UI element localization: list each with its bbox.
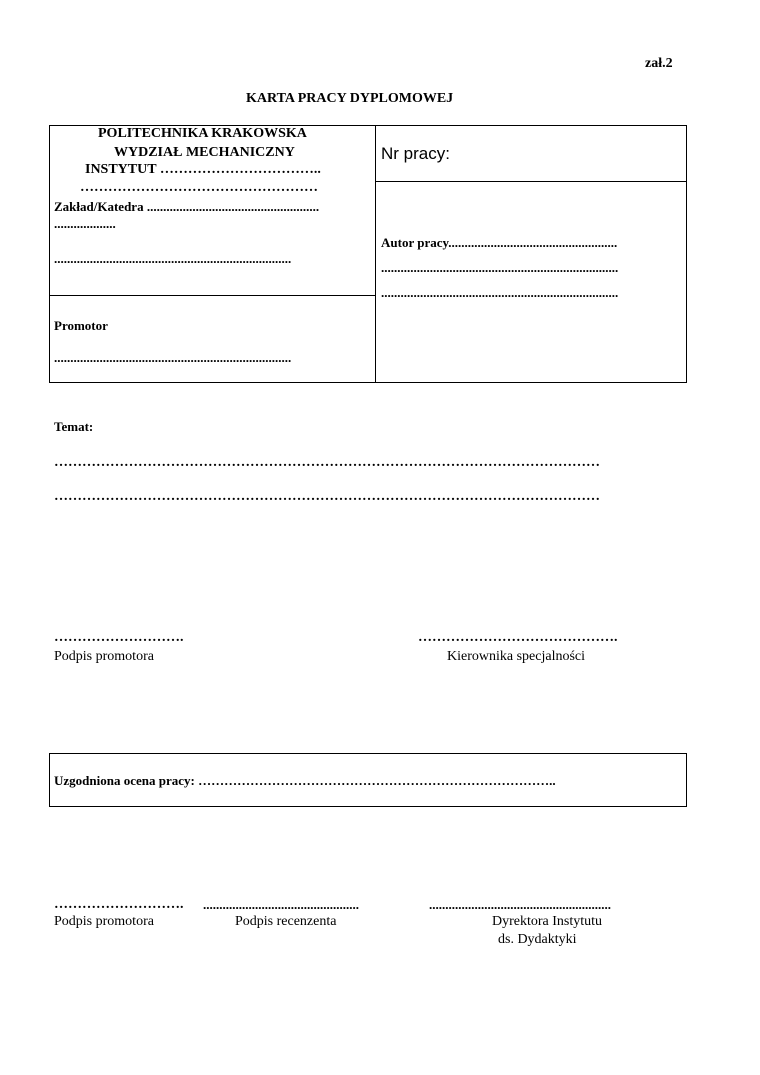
promoter-final-signature-line[interactable]: ……………………….: [54, 897, 184, 912]
specialization-head-signature-line[interactable]: …………………………………….: [418, 630, 618, 645]
agreed-grade-row: [54, 773, 556, 789]
director-signature-caption-line1: Dyrektora Instytutu: [492, 914, 603, 929]
department-label: Zakład/Katedra: [54, 199, 144, 214]
director-signature-line[interactable]: ........................................................: [429, 897, 611, 912]
table-divider-left: [49, 295, 376, 296]
institute-field[interactable]: ……………………………..: [159, 162, 321, 177]
department-field[interactable]: .....................................................: [146, 199, 320, 214]
reviewer-signature-line[interactable]: ................................................: [203, 897, 359, 912]
promoter-label: Promotor: [54, 318, 108, 333]
promoter-signature-caption: Podpis promotora: [54, 649, 154, 664]
author-label: Autor pracy: [381, 235, 449, 250]
attachment-label: zał.2: [645, 56, 673, 71]
author-field-line2[interactable]: .........................................................................: [381, 260, 619, 275]
institute-field-line2[interactable]: ……………………………………………: [80, 180, 318, 195]
department-field-line2[interactable]: ...................: [54, 216, 116, 231]
institute-row: [85, 162, 321, 178]
reviewer-signature-caption: Podpis recenzenta: [235, 914, 337, 929]
department-row: [54, 199, 319, 215]
agreed-grade-field[interactable]: ………………………………………………………………………..: [198, 773, 556, 788]
table-divider-vertical: [375, 125, 376, 383]
agreed-grade-label: Uzgodniona ocena pracy:: [54, 773, 195, 788]
promoter-field[interactable]: .........................................................................: [54, 350, 292, 365]
department-field-line3[interactable]: .........................................................................: [54, 251, 292, 266]
promoter-final-signature-caption: Podpis promotora: [54, 914, 154, 929]
promoter-signature-line[interactable]: ……………………….: [54, 630, 184, 645]
author-field-line3[interactable]: .........................................................................: [381, 285, 619, 300]
work-number-label: Nr pracy:: [381, 144, 450, 163]
specialization-head-signature-caption: Kierownika specjalności: [447, 649, 586, 664]
director-signature-caption-line2: ds. Dydaktyki: [498, 932, 577, 947]
university-name: POLITECHNIKA KRAKOWSKA: [98, 126, 307, 141]
topic-label: Temat:: [54, 419, 94, 434]
topic-field-line2[interactable]: ………………………………………………………………………………………………………: [54, 489, 600, 504]
faculty-name: WYDZIAŁ MECHANICZNY: [114, 145, 295, 160]
institute-label: INSTYTUT: [85, 162, 157, 177]
author-row: [381, 235, 617, 251]
topic-field-line1[interactable]: ………………………………………………………………………………………………………: [54, 455, 600, 470]
table-divider-right: [375, 181, 687, 182]
form-title: KARTA PRACY DYPLOMOWEJ: [246, 91, 454, 106]
author-field[interactable]: ....................................................: [448, 235, 618, 250]
